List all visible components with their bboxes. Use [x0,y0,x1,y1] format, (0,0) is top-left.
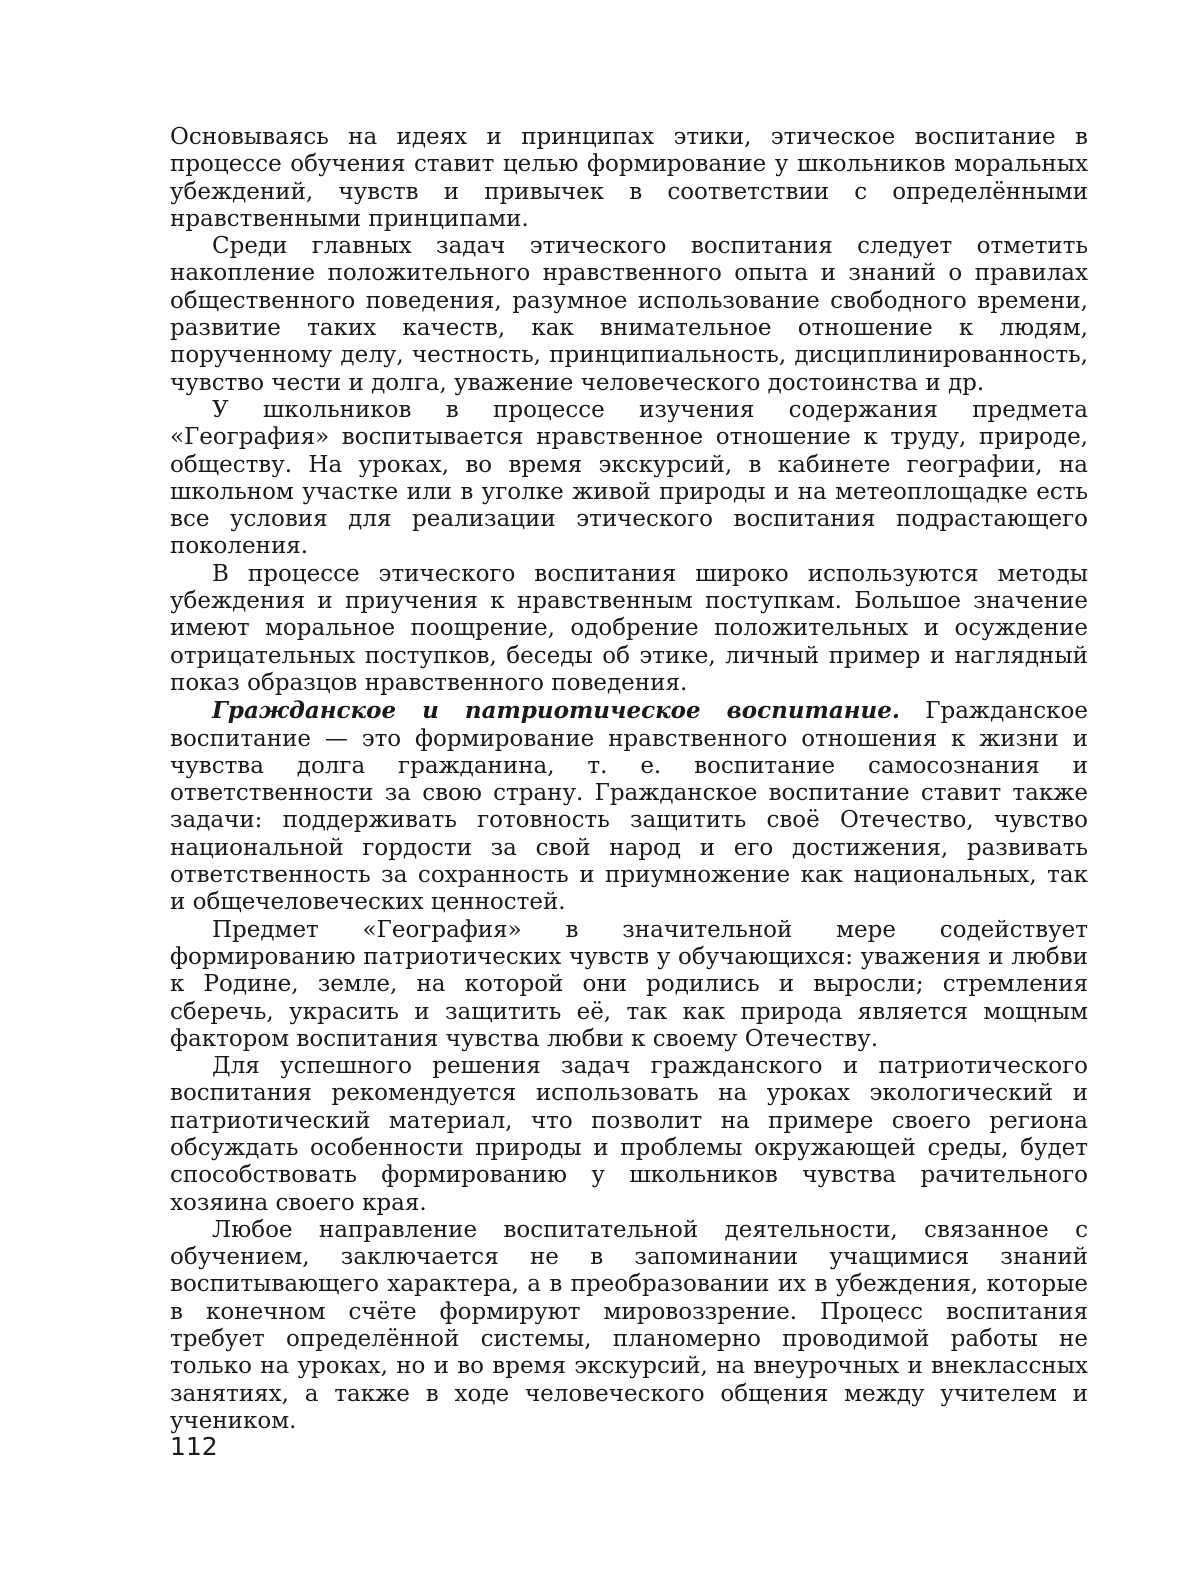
paragraph-4 [170,561,1088,697]
paragraph-3-text: У школьников в процессе изучения содержания предмета «География» воспитывается нравственное отношение к труду, природе, обществу. На уроках, во время экскурсий, в кабинете географии, на школьном участке или в уголке живой природы и на метеоплощадке есть все условия для реализации этического воспитания подрастающего поколения. [170,396,1088,560]
paragraph-6 [170,917,1088,1053]
paragraph-1-text: Основываясь на идеях и принципах этики, этическое воспитание в процессе обучения ставит целью формирование у школьников моральных убеждений, чувств и привычек в соответствии с определёнными нравственными принципами. [170,124,1088,232]
paragraph-1 [170,124,1088,233]
page-body [170,124,1088,1435]
paragraph-4-text: В процессе этического воспитания широко используются методы убеждения и приучения к нравственным поступкам. Большое значение имеют моральное поощрение, одобрение положительных и осуждение отрицательных поступков, беседы об этике, личный пример и наглядный показ образцов нравственного поведения. [170,560,1088,696]
section-heading-inline: Гражданское и патриотическое воспитание. [212,697,900,725]
paragraph-8 [170,1217,1088,1435]
paragraph-3 [170,397,1088,561]
paragraph-8-text: Любое направление воспитательной деятельности, связанное с обучением, заключается не в запоминании учащимися знаний воспитывающего характера, а в преобразовании их в убеждения, которые в конечном счёте формируют мировоззрение. Процесс воспитания требует определённой системы, планомерно проводимой работы не только на уроках, но и во время экскурсий, на внеурочных и внеклассных занятиях, а также в ходе человеческого общения между учителем и учеником. [170,1216,1088,1434]
paragraph-6-text: Предмет «География» в значительной мере содействует формированию патриотических чувств у обучающихся: уважения и любви к Родине, земле, на которой они родились и выросли; стремления сберечь, украсить и защитить её, так как природа является мощным фактором воспитания чувства любви к своему Отечеству. [170,916,1088,1052]
paragraph-7 [170,1053,1088,1217]
paragraph-2 [170,233,1088,397]
page-number: 112 [170,1432,218,1461]
paragraph-7-text: Для успешного решения задач гражданского и патриотического воспитания рекомендуется использовать на уроках экологический и патриотический материал, что позволит на примере своего региона обсуждать особенности природы и проблемы окружающей среды, будет способствовать формированию у школьников чувства рачительного хозяина своего края. [170,1053,1088,1216]
paragraph-5-text: Гражданское воспитание — это формирование нравственного отношения к жизни и чувства долга гражданина, т. е. воспитание самосознания и ответственности за свою страну. Гражданское воспитание ставит также задачи: поддерживать готовность защитить своё Отечество, чувство национальной гордости за свой народ и его достижения, развивать ответственность за сохранность и приумножение как национальных, так и общечеловеческих ценностей. [170,698,1088,916]
paragraph-5 [170,697,1088,916]
paragraph-2-text: Среди главных задач этического воспитания следует отметить накопление положительного нравственного опыта и знаний о правилах общественного поведения, разумное использование свободного времени, развитие таких качеств, как внимательное отношение к людям, порученному делу, честность, принципиальность, дисциплинированность, чувство чести и долга, уважение человеческого достоинства и др. [170,233,1088,396]
